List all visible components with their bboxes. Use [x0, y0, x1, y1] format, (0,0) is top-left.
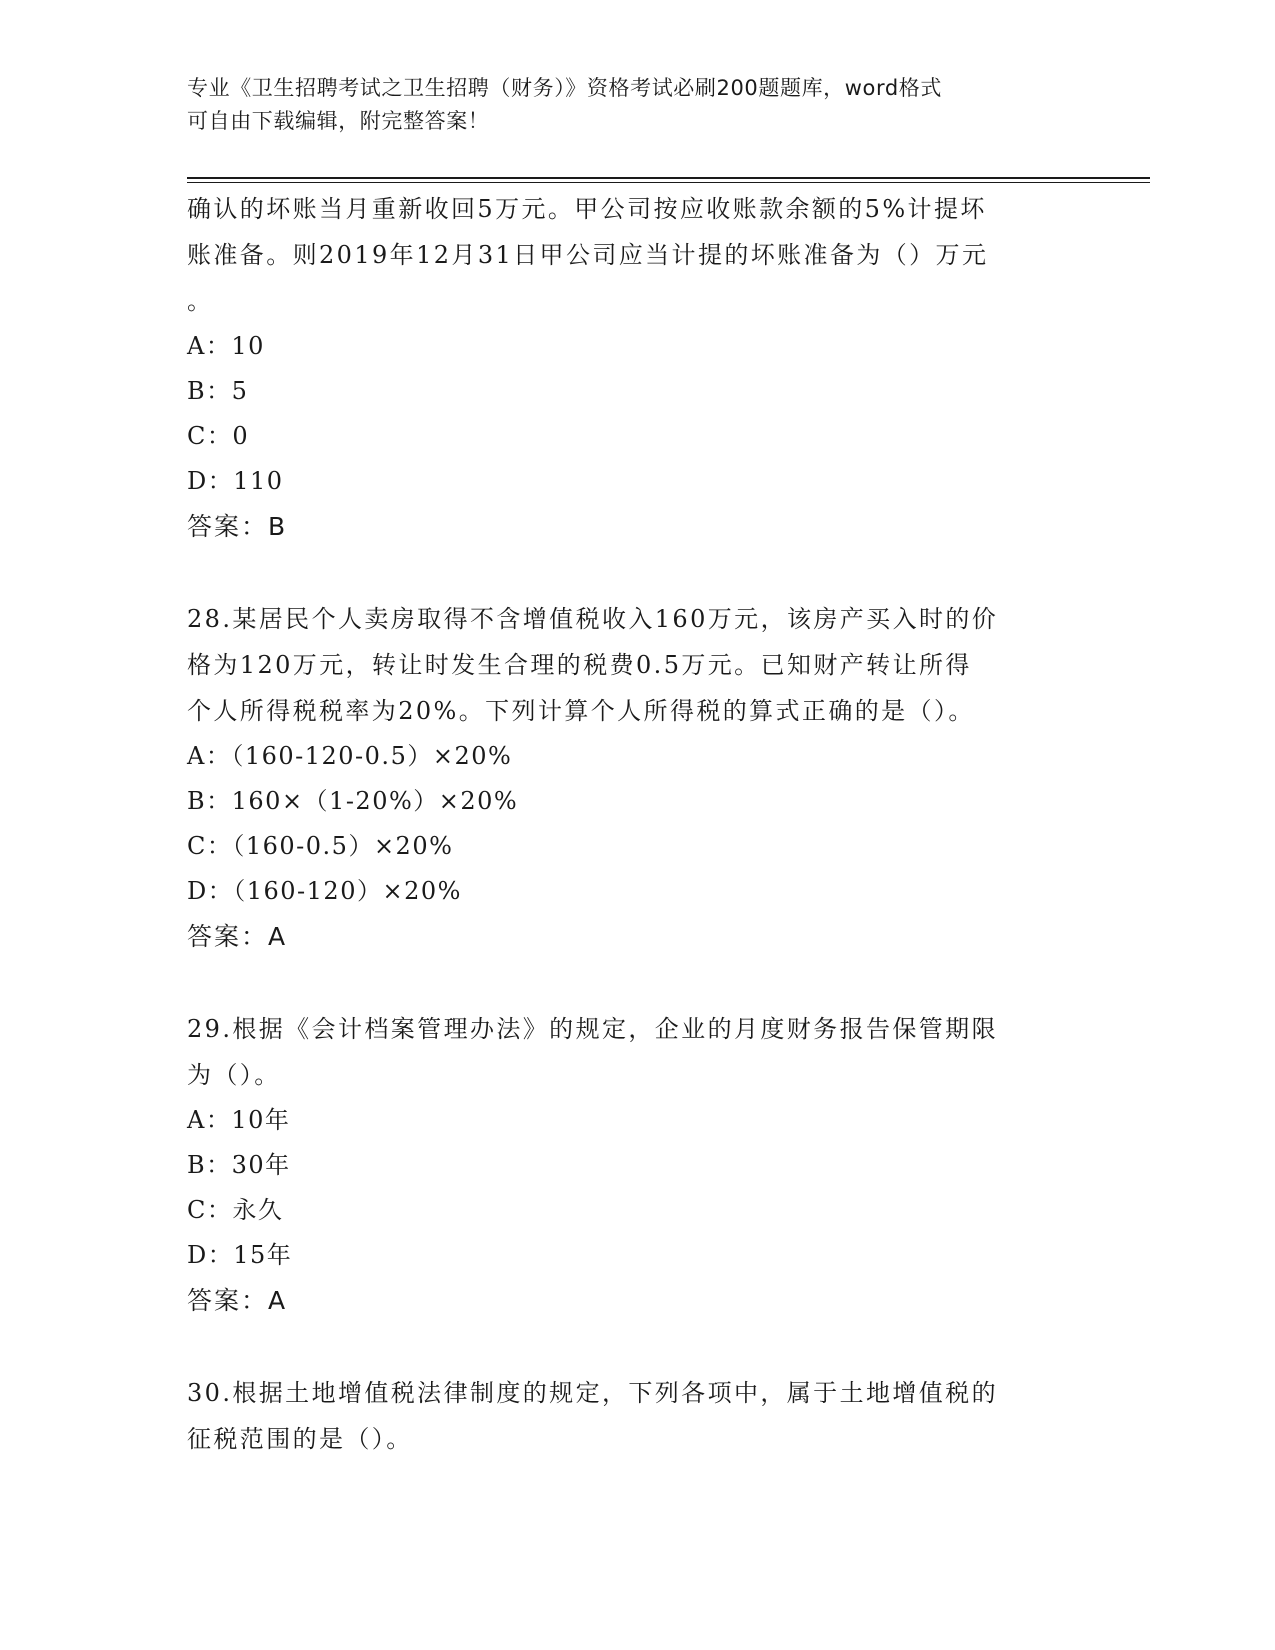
question-gap [187, 1324, 1087, 1370]
answer: 答案：A [187, 922, 288, 951]
question-text-line: 为（）。 [187, 1061, 281, 1089]
question-gap [187, 960, 1087, 1006]
question-27-tail [187, 186, 1087, 550]
question-30 [187, 1370, 1087, 1462]
question-text-line: 29.根据《会计档案管理办法》的规定，企业的月度财务报告保管期限 [187, 1015, 998, 1043]
option-a: A：10年 [187, 1106, 291, 1134]
question-text-line: 确认的坏账当月重新收回5万元。甲公司按应收账款余额的5%计提坏 [187, 195, 987, 223]
question-28 [187, 596, 1087, 960]
answer: 答案：B [187, 512, 288, 541]
option-a: A：（160-120-0.5）×20% [187, 742, 513, 770]
document-header [187, 72, 1067, 138]
option-a: A：10 [187, 332, 265, 360]
question-content [187, 186, 1087, 1462]
header-line-1: 专业《卫生招聘考试之卫生招聘（财务）》资格考试必刷200题题库，word格式 [187, 76, 942, 100]
header-rule-thick [187, 177, 1150, 179]
question-text-line: 28.某居民个人卖房取得不含增值税收入160万元，该房产买入时的价 [187, 605, 999, 633]
option-c: C：永久 [187, 1196, 284, 1224]
question-text-line: 征税范围的是（）。 [187, 1425, 413, 1453]
option-b: B：30年 [187, 1151, 291, 1179]
option-c: C：0 [187, 422, 250, 450]
answer: 答案：A [187, 1286, 288, 1315]
option-b: B：5 [187, 377, 249, 405]
option-c: C：（160-0.5）×20% [187, 832, 454, 860]
question-text-line: 。 [187, 287, 214, 315]
option-d: D：15年 [187, 1241, 293, 1269]
header-line-2: 可自由下载编辑，附完整答案！ [187, 109, 490, 133]
question-text-line: 账准备。则2019年12月31日甲公司应当计提的坏账准备为（）万元 [187, 241, 989, 269]
question-text-line: 个人所得税税率为20%。下列计算个人所得税的算式正确的是（）。 [187, 697, 975, 725]
question-29 [187, 1006, 1087, 1324]
question-text-line: 30.根据土地增值税法律制度的规定，下列各项中，属于土地增值税的 [187, 1379, 998, 1407]
header-rule-thin [187, 182, 1150, 183]
option-d: D：（160-120）×20% [187, 877, 462, 905]
option-d: D：110 [187, 467, 284, 495]
question-text-line: 格为120万元，转让时发生合理的税费0.5万元。已知财产转让所得 [187, 651, 972, 679]
option-b: B：160×（1-20%）×20% [187, 787, 519, 815]
question-gap [187, 550, 1087, 596]
